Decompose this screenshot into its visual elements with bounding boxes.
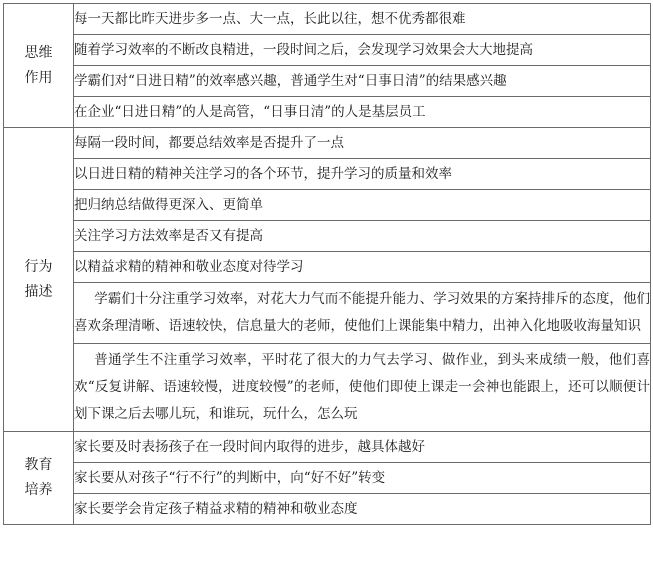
category-label: 思维 [24,44,53,61]
item-cell: 家长要从对孩子“行不行”的判断中，向“好不好”转变 [74,463,651,494]
item-cell: 把归纳总结做得更深入、更简单 [74,190,651,221]
table-row [4,252,651,283]
item-cell: 每一天都比昨天进步多一点、大一点，长此以往，想不优秀都很难 [74,4,651,35]
item-cell: 关注学习方法效率是否又有提高 [74,221,651,252]
category-label: 培养 [24,482,53,498]
item-cell: 每隔一段时间，都要总结效率是否提升了一点 [74,128,651,159]
table-row [4,344,651,432]
category-label: 行为 [24,258,53,275]
item-cell: 以日进日精的精神关注学习的各个环节，提升学习的质量和效率 [74,159,651,190]
table-row [4,463,651,494]
category-label: 描述 [24,283,53,300]
table-row [4,97,651,128]
item-cell: 家长要学会肯定孩子精益求精的精神和敬业态度 [74,494,651,525]
item-cell: 家长要及时表扬孩子在一段时间内取得的进步，越具体越好 [74,432,651,463]
category-label: 教育 [24,457,53,473]
category-label: 作用 [24,69,53,86]
table-row [4,159,651,190]
item-cell: 在企业“日进日精”的人是高管，“日事日清”的人是基层员工 [74,97,651,128]
item-cell-paragraph: 学霸们十分注重学习效率，对花大力气而不能提升能力、学习效果的方案持排斥的态度，他们喜欢条理清晰、语速较快，信息量大的老师，使他们上课能集中精力，出神入化地吸收海量知识 [74,283,651,344]
table-row [4,283,651,344]
item-cell: 随着学习效率的不断改良精进，一段时间之后，会发现学习效果会大大地提高 [74,35,651,66]
table-row [4,432,651,463]
category-cell-behavior [4,128,74,432]
table-row [4,66,651,97]
item-cell-paragraph: 普通学生不注重学习效率，平时花了很大的力气去学习、做作业，到头来成绩一般，他们喜欢“反复讲解、语速较慢，进度较慢”的老师，使他们即使上课走一会神也能跟上，还可以顺便计划下课之后去哪儿玩，和谁玩，玩什么，怎么玩 [74,344,651,432]
table-row [4,221,651,252]
category-cell-education [4,432,74,525]
comparison-table [3,3,651,525]
table-row [4,494,651,525]
table-row [4,35,651,66]
item-cell: 学霸们对“日进日精”的效率感兴趣，普通学生对“日事日清”的结果感兴趣 [74,66,651,97]
table-row [4,190,651,221]
table-row [4,4,651,35]
table-row [4,128,651,159]
category-cell-thinking [4,4,74,128]
item-cell: 以精益求精的精神和敬业态度对待学习 [74,252,651,283]
